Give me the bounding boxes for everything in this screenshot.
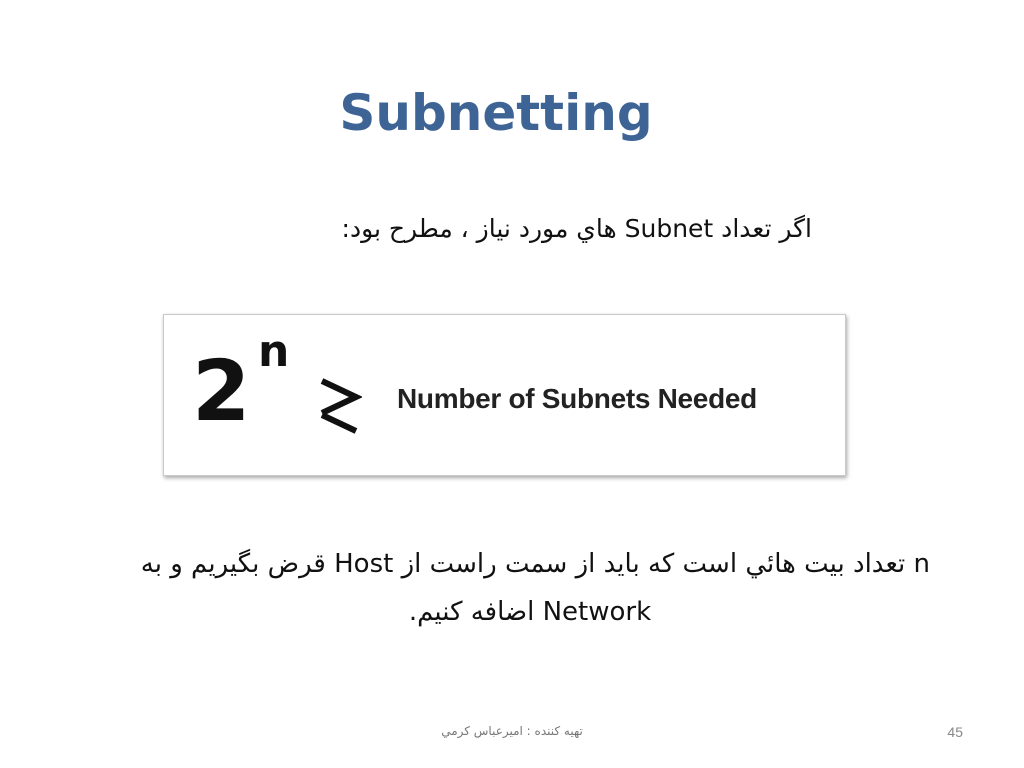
explanation-paragraph (90, 540, 930, 636)
formula-base: 2 (192, 342, 251, 440)
formula-image (163, 314, 846, 476)
intro-line: اگر تعداد Subnet هاي مورد نياز ، مطرح بود: (341, 214, 812, 243)
footer-author: تهيه كننده : اميرعباس كرمي (441, 724, 583, 738)
greater-or-equal-icon (318, 375, 362, 435)
explanation-line-2: Network اضافه كنيم. (408, 597, 652, 627)
slide-title: Subnetting (339, 84, 653, 142)
page-number: 45 (947, 724, 963, 740)
explanation-line-1: n تعداد بيت هائي است كه بايد از سمت راست از Host قرض بگيريم و به (140, 549, 930, 579)
formula-text: Number of Subnets Needed (397, 383, 757, 414)
formula-exponent: n (258, 326, 290, 377)
